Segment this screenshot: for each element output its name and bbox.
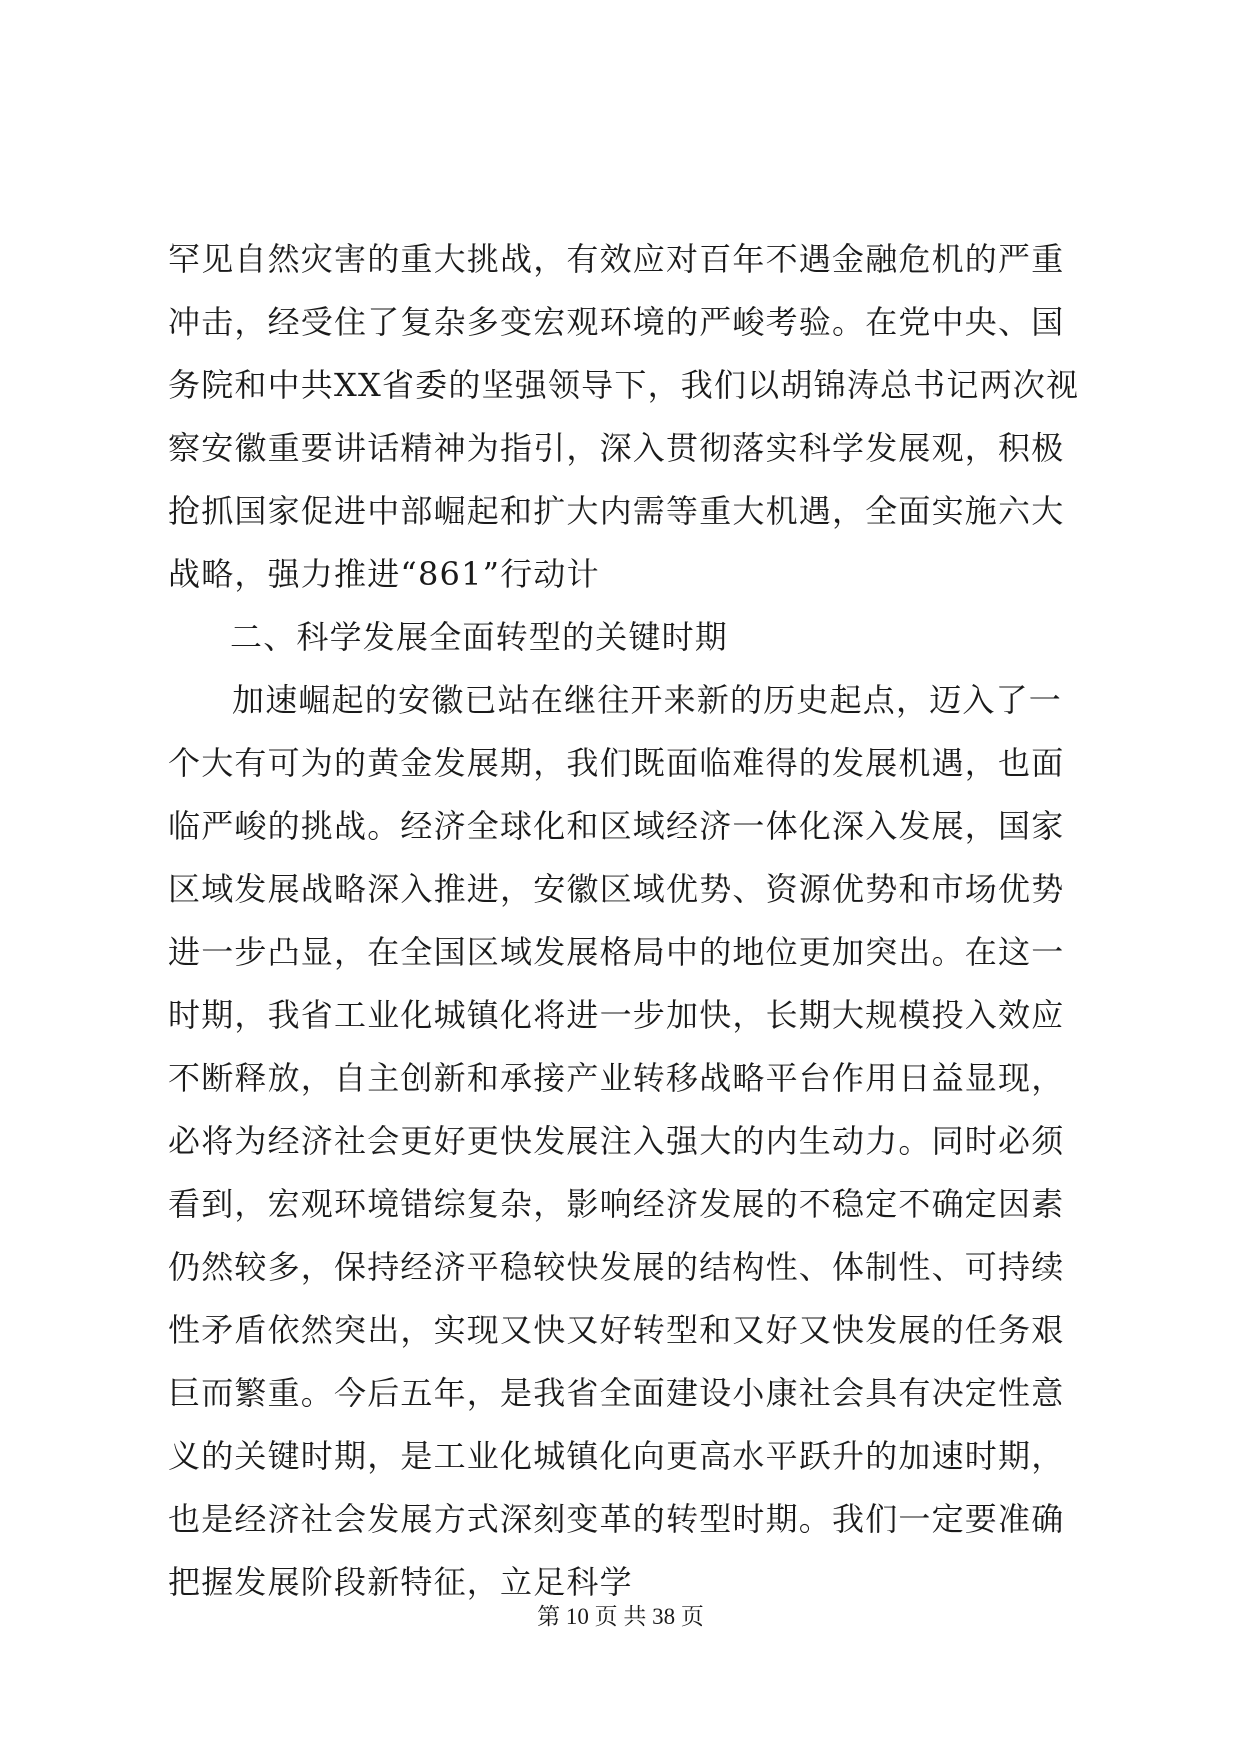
paragraph-continuation: 罕见自然灾害的重大挑战，有效应对百年不遇金融危机的严重冲击，经受住了复杂多变宏观环境的严峻考验。在党中央、国务院和中共XX省委的坚强领导下，我们以胡锦涛总书记两次视察安徽重要讲话精神为指引，深入贯彻落实科学发展观，积极抢抓国家促进中部崛起和扩大内需等重大机遇，全面实施六大战略，强力推进“861”行动计 — [168, 240, 1080, 593]
document-body — [168, 228, 1088, 1614]
section-heading: 二、科学发展全面转型的关键时期 — [230, 618, 729, 656]
paragraph-body: 加速崛起的安徽已站在继往开来新的历史起点，迈入了一个大有可为的黄金发展期，我们既面临难得的发展机遇，也面临严峻的挑战。经济全球化和区域经济一体化深入发展，国家区域发展战略深入推进，安徽区域优势、资源优势和市场优势进一步凸显，在全国区域发展格局中的地位更加突出。在这一时期，我省工业化城镇化将进一步加快，长期大规模投入效应不断释放，自主创新和承接产业转移战略平台作用日益显现，必将为经济社会更好更快发展注入强大的内生动力。同时必须看到，宏观环境错综复杂，影响经济发展的不稳定不确定因素仍然较多，保持经济平稳较快发展的结构性、体制性、可持续性矛盾依然突出，实现又快又好转型和又好又快发展的任务艰巨而繁重。今后五年，是我省全面建设小康社会具有决定性意义的关键时期，是工业化城镇化向更高水平跃升的加速时期，也是经济社会发展方式深刻变革的转型时期。我们一定要准确把握发展阶段新特征，立足科学 — [168, 681, 1065, 1601]
page-number-footer: 第 10 页 共 38 页 — [537, 1604, 704, 1629]
